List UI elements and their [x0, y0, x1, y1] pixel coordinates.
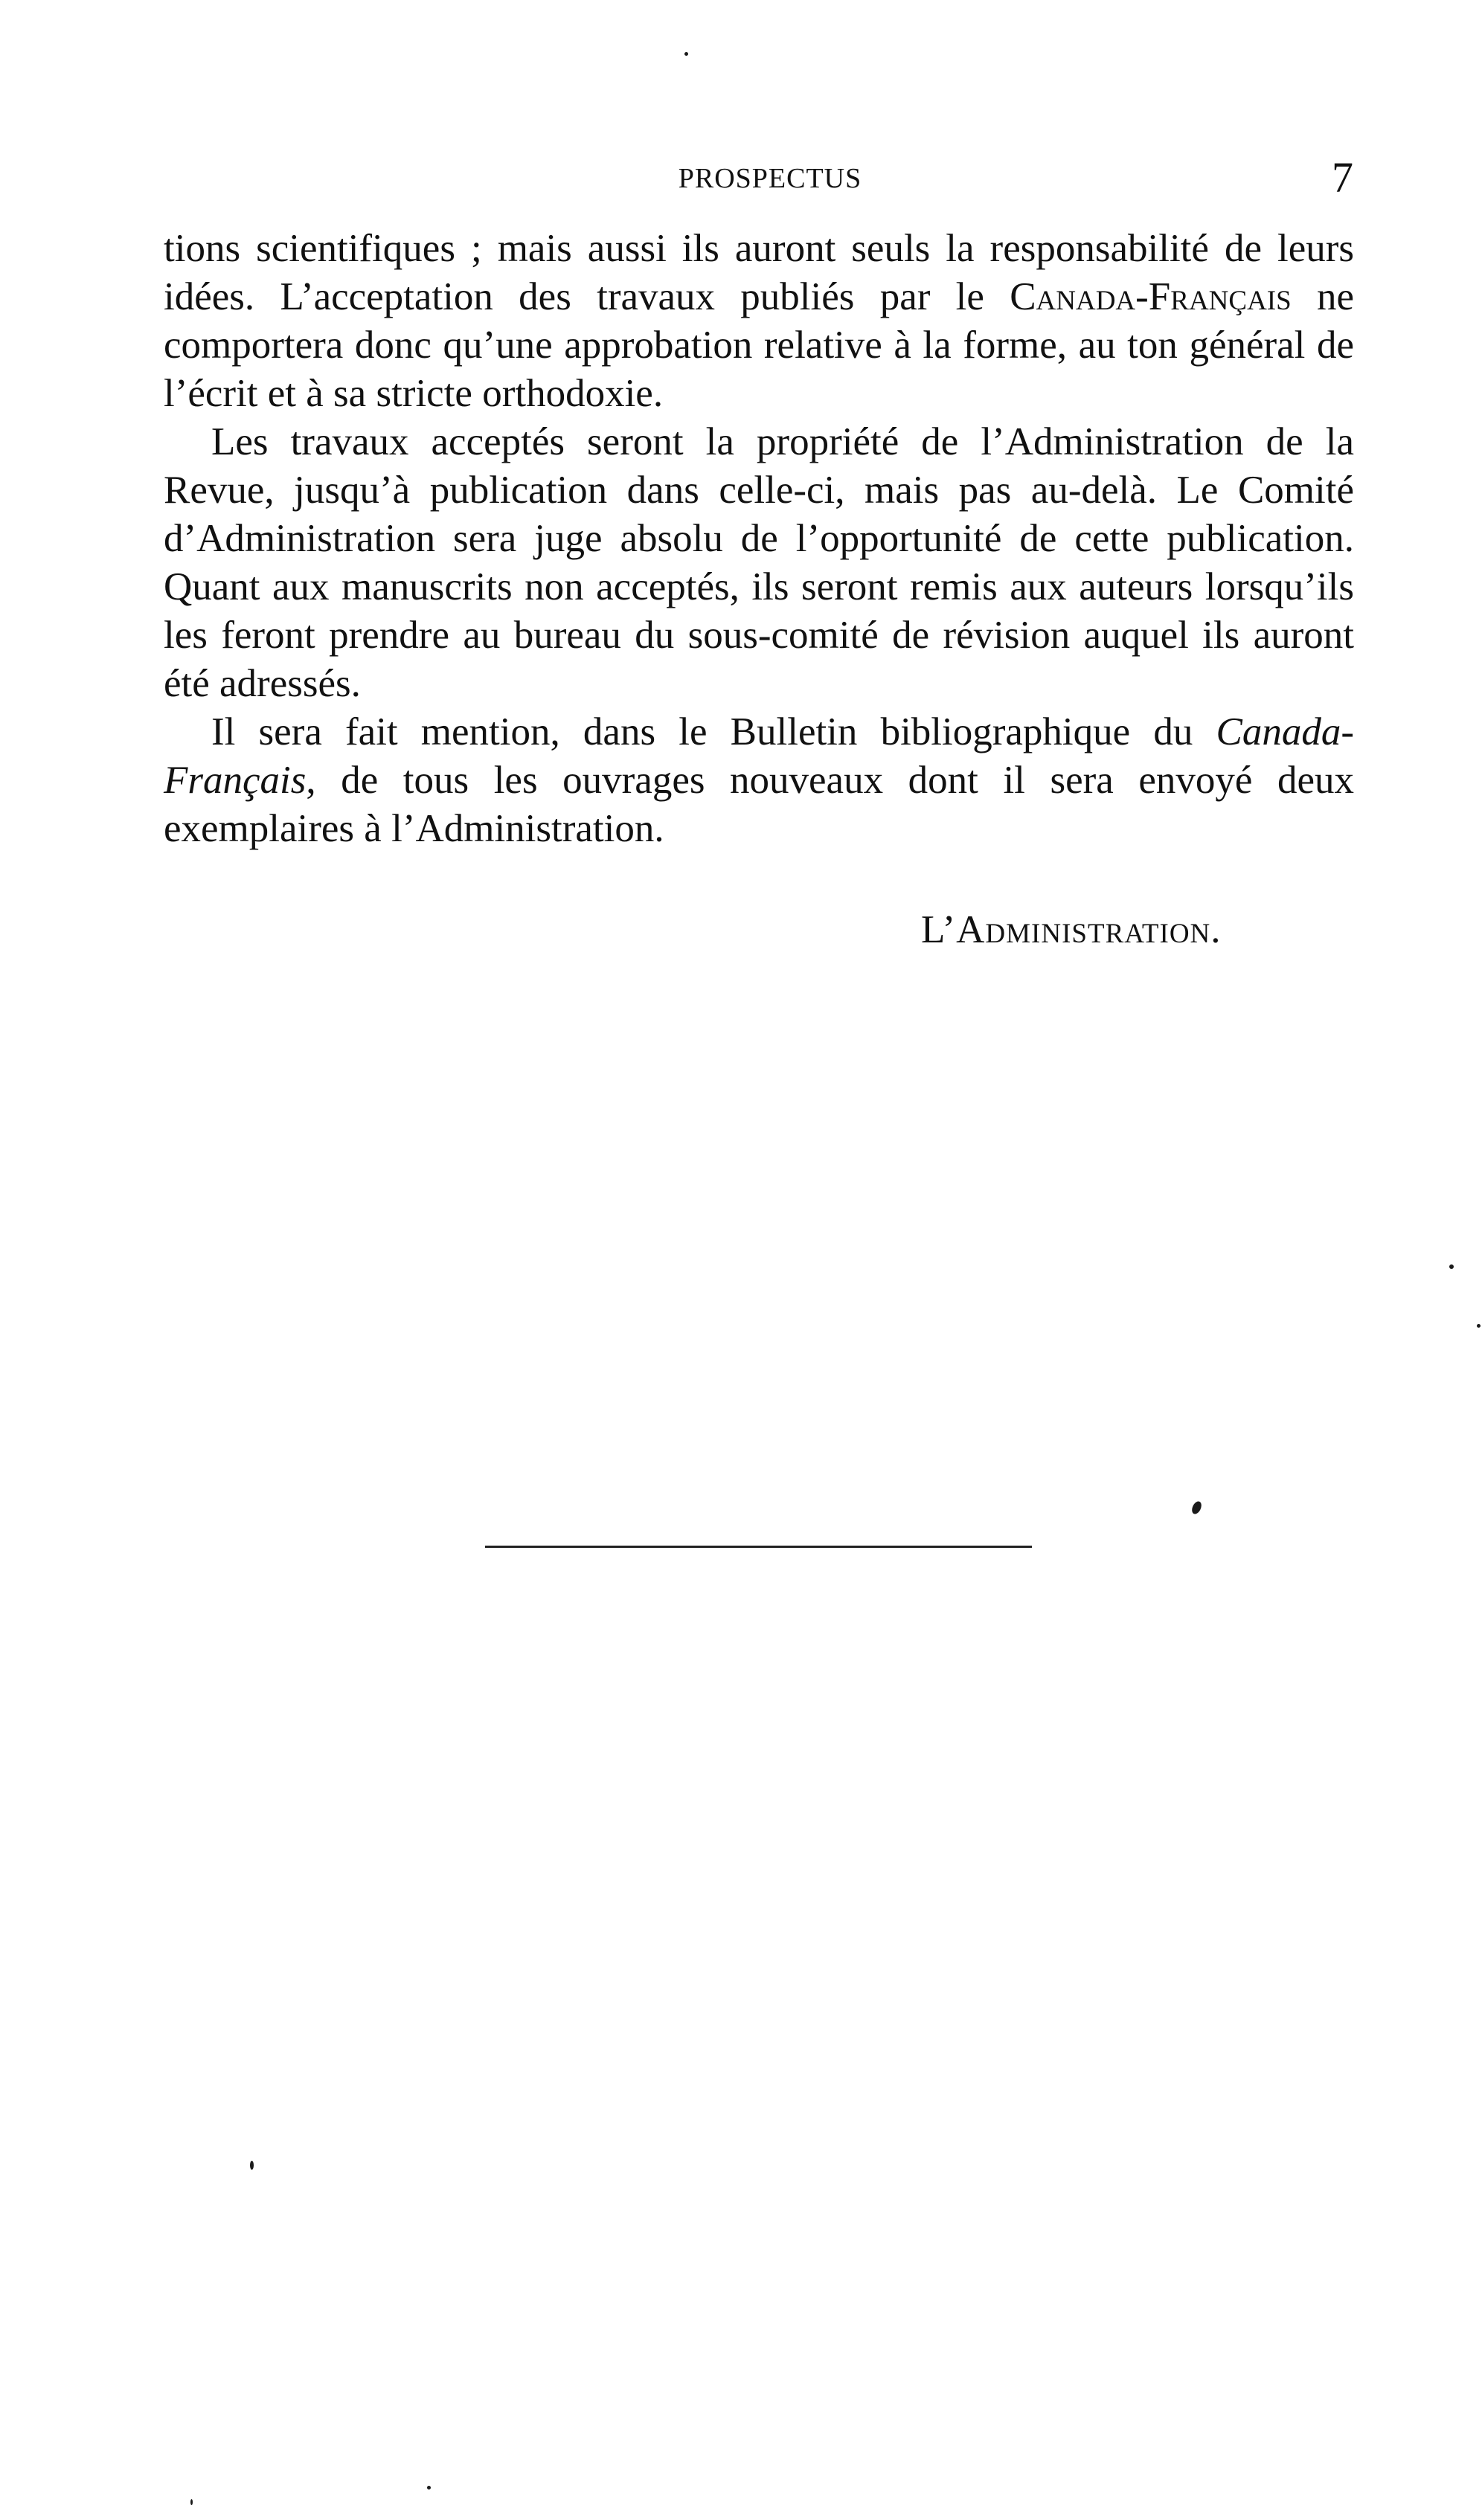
paragraph-1-text-b: ne comportera donc qu’une approbation relative à la forme, au ton général de l’écrit et à sa stricte orthodoxie.: [164, 275, 1354, 415]
scan-speck: [190, 2499, 193, 2505]
scan-speck: [250, 2161, 254, 2170]
scan-speck: [1449, 1264, 1454, 1269]
closing-rule: [485, 1546, 1032, 1548]
paragraph-1-text-a: tions scientifiques ; mais aussi ils auront seuls la responsabilité de leurs idées. L’acceptation des travaux publiés par le: [164, 227, 1354, 318]
scan-speck: [1190, 1500, 1204, 1516]
paragraph-1: [164, 225, 1354, 418]
paragraph-2: Les travaux acceptés seront la propriété de l’Administration de la Revue, jusqu’à publication dans celle-ci, mais pas au-delà. Le Comité d’Administration sera juge absolu de l’opportunité de cette publication. Quant aux manuscrits non acceptés, ils seront remis aux auteurs lorsqu’ils les feront prendre au bureau du sous-comité de révision auquel ils auront été adressés.: [164, 420, 1354, 705]
page-number: 7: [1332, 153, 1353, 202]
paragraph-3: [164, 708, 1354, 853]
scan-speck: [684, 52, 688, 56]
scan-speck: [1477, 1324, 1481, 1328]
body-text: [164, 225, 1354, 853]
journal-name-smallcaps: Canada-Français: [1010, 275, 1292, 318]
running-title: PROSPECTUS: [678, 163, 862, 194]
scan-speck: [427, 2486, 431, 2490]
journal-name-italic: Canada-Français: [164, 710, 1354, 802]
paragraph-3-text-b: , de tous les ouvrages nouveaux dont il sera envoyé deux exemplaires à l’Administration.: [164, 759, 1354, 850]
paragraph-3-text-a: Il sera fait mention, dans le Bulletin bibliographique du: [211, 710, 1216, 753]
signature: L’Administration.: [921, 908, 1222, 951]
